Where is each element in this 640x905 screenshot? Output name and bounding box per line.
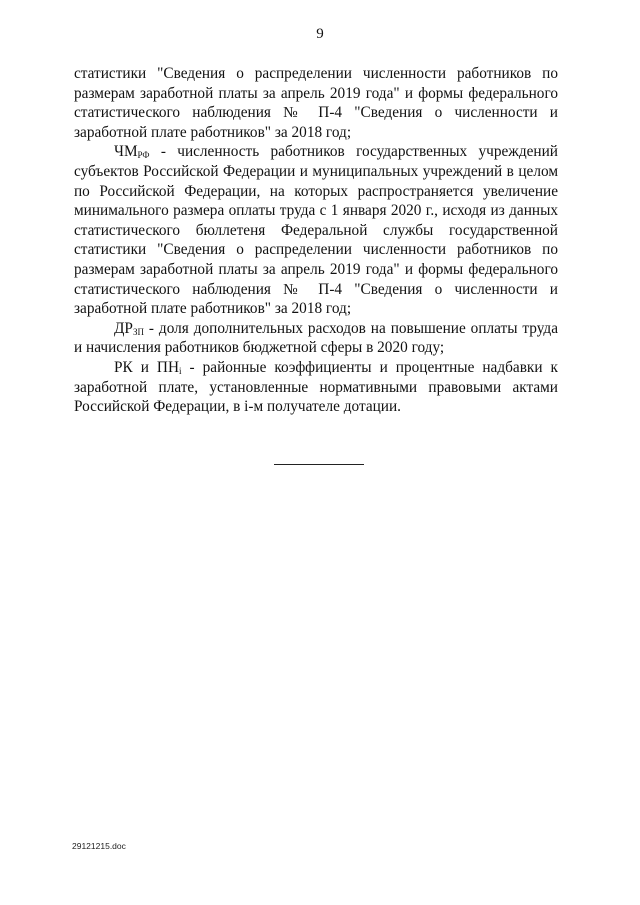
paragraph-rk-pn — [74, 358, 558, 417]
footer-filename: 29121215.doc — [72, 841, 126, 851]
paragraph-statistics-continuation: статистики "Сведения о распределении численности работников по размерам заработной платы за апрель 2019 года" и формы федерального статистического наблюдения № П-4 "Сведения о численности и заработной плате работников" за 2018 год; — [74, 65, 558, 141]
term-chm: ЧМ — [114, 143, 138, 161]
definition-chm-rf: - численность работников государственных учреждений субъектов Российской Федерации и муниципальных учреждений в целом по Российской Федерации, на которых распространяется увеличение минимального размера оплаты труда с 1 января 2020 г., исходя из данных статистического бюллетеня Федеральной службы государственной статистики "Сведения о распределении численности работников по размерам заработной платы за апрель 2019 года" и формы федерального статистического наблюдения № П-4 "Сведения о численности и заработной плате работников" за 2018 год; — [74, 143, 558, 318]
definition-dr-zp: - доля дополнительных расходов на повышение оплаты труда и начисления работников бюджетной сферы в 2020 году; — [74, 319, 558, 357]
document-body — [74, 64, 558, 417]
page-number: 9 — [316, 26, 324, 42]
term-rk-pn: РК и ПН — [114, 358, 180, 376]
term-dr: ДР — [114, 319, 133, 337]
term-pn-subscript: i — [179, 365, 182, 376]
end-separator-line — [274, 464, 364, 465]
paragraph-dr-zp — [74, 319, 558, 358]
definition-rk-pn: - районные коэффициенты и процентные надбавки к заработной плате, установленные нормативными правовыми актами Российской Федерации, в i-м получателе дотации. — [74, 358, 558, 416]
term-dr-subscript: ЗП — [132, 326, 144, 337]
term-chm-subscript: РФ — [137, 150, 150, 161]
paragraph-chm-rf — [74, 142, 558, 318]
